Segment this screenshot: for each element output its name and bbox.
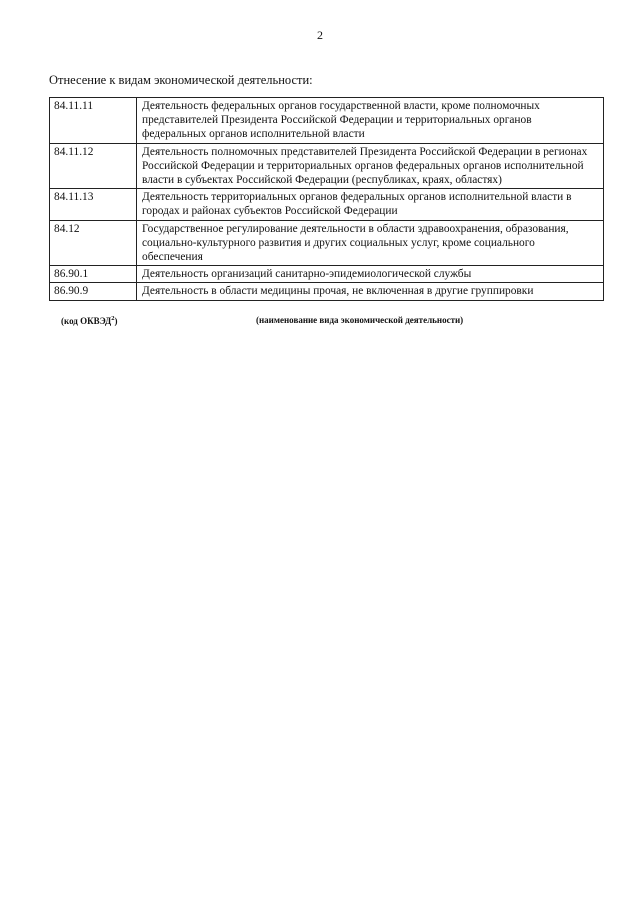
- activity-name: Деятельность федеральных органов государственной власти, кроме полномочных представителей Президента Российской Федерации и территориальных органов федеральных органов исполнительной власти: [137, 98, 604, 144]
- name-caption: (наименование вида экономической деятельности): [256, 315, 464, 325]
- okved-code: 84.11.12: [50, 143, 137, 189]
- activity-name: Государственное регулирование деятельности в области здравоохранения, образования, социально-культурного развития и других социальных услуг, кроме социального обеспечения: [137, 220, 604, 266]
- code-caption-close: ): [114, 316, 118, 326]
- okved-code: 86.90.1: [50, 266, 137, 283]
- okved-code: 84.12: [50, 220, 137, 266]
- okved-code: 86.90.9: [50, 283, 137, 300]
- activity-name: Деятельность территориальных органов федеральных органов исполнительной власти в городах и районах субъектов Российской Федерации: [137, 189, 604, 220]
- footnote-marker: 2: [111, 315, 115, 322]
- table-row: [50, 220, 604, 266]
- table-row: [50, 143, 604, 189]
- okved-code: 84.11.13: [50, 189, 137, 220]
- page-number: 2: [317, 28, 323, 42]
- table-row: [50, 98, 604, 144]
- table-row: [50, 283, 604, 300]
- activity-name: Деятельность организаций санитарно-эпидемиологической службы: [137, 266, 604, 283]
- code-caption: [61, 315, 117, 326]
- activity-name: Деятельность в области медицины прочая, не включенная в другие группировки: [137, 283, 604, 300]
- activity-name: Деятельность полномочных представителей Президента Российской Федерации в регионах Российской Федерации и территориальных органов федеральных органов исполнительной власти в субъектах Российской Федерации (республиках, краях, областях): [137, 143, 604, 189]
- table-row: [50, 266, 604, 283]
- okved-code: 84.11.11: [50, 98, 137, 144]
- okved-table: [49, 97, 604, 301]
- table-row: [50, 189, 604, 220]
- code-caption-label: (код ОКВЭД: [61, 316, 112, 326]
- section-title: Отнесение к видам экономической деятельности:: [49, 73, 313, 87]
